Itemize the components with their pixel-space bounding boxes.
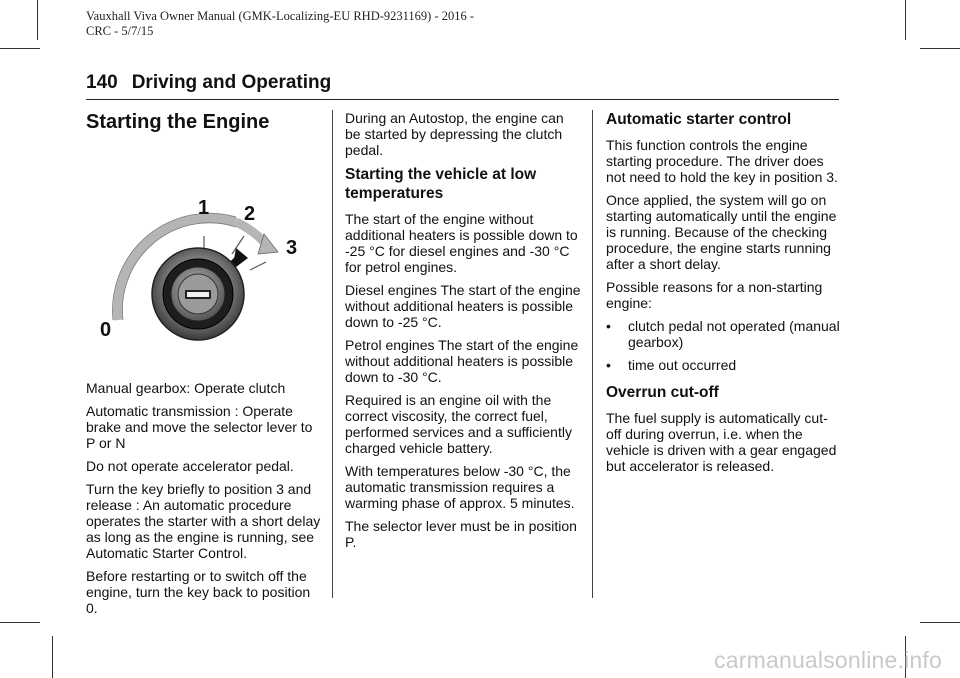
section-heading-starting-engine: Starting the Engine <box>86 111 270 133</box>
ignition-figure <box>86 144 322 354</box>
paragraph: Automatic transmission : Operate brake and move the selector lever to P or N <box>86 403 313 451</box>
paragraph: The start of the engine without additional heaters is possible down to -25 °C for diesel engines and -30 °C for petrol engines. <box>345 211 578 275</box>
ignition-switch-illustration <box>86 144 322 354</box>
position-label-2: 2 <box>244 203 256 225</box>
crop-mark <box>52 636 53 678</box>
page-heading <box>86 72 331 94</box>
document-meta-line: Vauxhall Viva Owner Manual (GMK-Localizing-EU RHD-9231169) - 2016 - <box>86 9 475 23</box>
position-label-1: 1 <box>198 197 210 219</box>
column-divider <box>592 110 593 598</box>
position-label-0: 0 <box>100 319 112 341</box>
page-number: 140 <box>86 72 118 93</box>
header-rule <box>86 99 839 100</box>
paragraph: Required is an engine oil with the correct viscosity, the correct fuel, performed services and a sufficiently charged vehicle battery. <box>345 392 572 456</box>
list-item-text: clutch pedal not operated (manual gearbox) <box>628 318 840 350</box>
paragraph: With temperatures below -30 °C, the automatic transmission requires a warming phase of approx. 5 minutes. <box>345 463 575 511</box>
crop-mark <box>905 0 906 40</box>
document-meta-line: CRC - 5/7/15 <box>86 24 154 38</box>
paragraph: Manual gearbox: Operate clutch <box>86 380 286 396</box>
bullet-icon: • <box>606 357 611 373</box>
paragraph: Before restarting or to switch off the engine, turn the key back to position 0. <box>86 568 311 616</box>
paragraph: Once applied, the system will go on starting automatically until the engine is running. Because of the checking procedure, the engine starts running after a short delay. <box>606 192 837 272</box>
paragraph: The selector lever must be in position P. <box>345 518 577 550</box>
column-divider <box>332 110 333 598</box>
paragraph: Turn the key briefly to position 3 and release : An automatic procedure operates the starter with a short delay as long as the engine is running, see Automatic Starter Control. <box>86 481 321 561</box>
column-2 <box>345 110 583 557</box>
list-item <box>606 318 842 350</box>
section-title: Driving and Operating <box>131 72 332 93</box>
paragraph: This function controls the engine starting procedure. The driver does not need to hold the key in position 3. <box>606 137 838 185</box>
column-1 <box>86 110 322 623</box>
section-heading-overrun-cut-off: Overrun cut-off <box>606 384 719 401</box>
section-heading-low-temperatures: Starting the vehicle at low temperatures <box>345 166 537 202</box>
list-item-text: time out occurred <box>628 357 737 373</box>
paragraph: Do not operate accelerator pedal. <box>86 458 294 474</box>
paragraph: Diesel engines The start of the engine without additional heaters is possible down to -25 °C. <box>345 282 581 330</box>
paragraph: The fuel supply is automatically cut-off during overrun, i.e. when the vehicle is driven with a gear engaged but accelerator is released. <box>606 410 837 474</box>
bullet-icon: • <box>606 318 611 334</box>
document-meta <box>86 9 474 39</box>
paragraph: During an Autostop, the engine can be started by depressing the clutch pedal. <box>345 110 564 158</box>
paragraph: Possible reasons for a non-starting engine: <box>606 279 823 311</box>
crop-mark <box>0 622 40 623</box>
section-heading-automatic-starter-control: Automatic starter control <box>606 111 792 128</box>
tick-3 <box>250 262 266 270</box>
crop-mark <box>0 48 40 49</box>
column-3 <box>606 110 842 481</box>
crop-mark <box>920 48 960 49</box>
paragraph: Petrol engines The start of the engine without additional heaters is possible down to -30 °C. <box>345 337 579 385</box>
crop-mark <box>37 0 38 40</box>
crop-mark <box>920 622 960 623</box>
list-item <box>606 357 842 373</box>
watermark: carmanualsonline.info <box>714 647 942 673</box>
position-label-3: 3 <box>286 237 298 259</box>
